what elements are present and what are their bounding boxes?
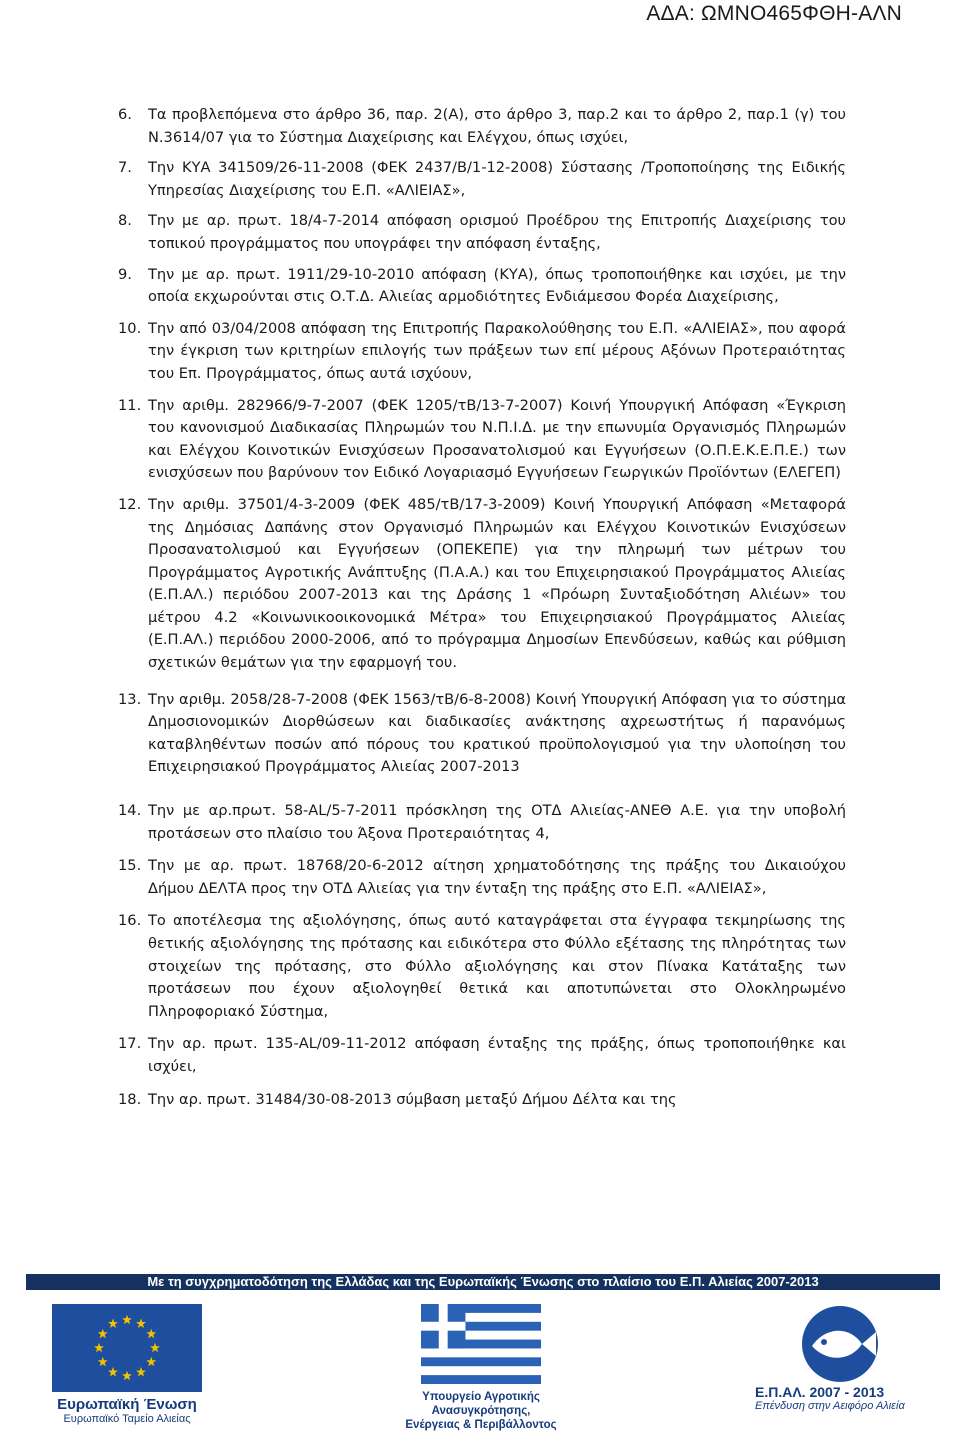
- item-text: Την αριθμ. 2058/28-7-2008 (ΦΕΚ 1563/τΒ/6-8-2008) Κοινή Υπουργική Απόφαση για το σύστημα Δημοσιονομικών Διορθώσεων και διαδικασίες ανάκτησης αχρεωστήτως ή παρανόμως καταβληθέντων ποσών από πόρους του κρατικού προϋπολογισμού για την υλοποίηση του Επιχειρησιακού Προγράμματος Αλιείας 2007-2013: [148, 690, 846, 776]
- list-item: [118, 264, 846, 309]
- item-text: Την με αρ. πρωτ. 18768/20-6-2012 αίτηση χρηματοδότησης της πράξης του Δικαιούχου Δήμου ΔΕΛΤΑ προς την ΟΤΔ Αλιείας για την ένταξη της πράξης στο Ε.Π. «ΑΛΙΕΙΑΣ»,: [148, 857, 846, 897]
- list-item: [118, 494, 846, 675]
- list-item: [118, 318, 846, 386]
- ministry-name-line2: Ενέργειας & Περιβάλλοντος: [405, 1419, 557, 1431]
- list-item: [118, 855, 846, 900]
- item-text: Την με αρ. πρωτ. 18/4-7-2014 απόφαση ορισμού Προέδρου της Επιτροπής Διαχείρισης του τοπικού προγράμματος που υπογράφει την απόφαση ένταξης,: [148, 212, 846, 252]
- item-number: 15.: [118, 857, 142, 875]
- item-number: 17.: [118, 1035, 142, 1053]
- list-item: [118, 395, 846, 485]
- greek-flag-icon: [421, 1304, 541, 1384]
- list-item: [118, 104, 846, 149]
- item-number: 18.: [118, 1090, 142, 1108]
- item-number: 16.: [118, 912, 142, 930]
- item-text: Την αρ. πρωτ. 31484/30-08-2013 σύμβαση μεταξύ Δήμου Δέλτα και της: [148, 1090, 677, 1108]
- item-text: Την με αρ. πρωτ. 1911/29-10-2010 απόφαση (ΚΥΑ), όπως τροποποιήθηκε και ισχύει, με την οποία εκχωρούνται στις Ο.Τ.Δ. Αλιείας αρμοδιότητες Ενδιάμεσου Φορέα Διαχείρισης,: [148, 265, 846, 306]
- epal-subtitle: Επένδυση στην Αειφόρο Αλιεία: [755, 1400, 905, 1412]
- cofunding-banner: Με τη συγχρηματοδότηση της Ελλάδας και της Ευρωπαϊκής Ένωσης στο πλαίσιο του Ε.Π. Αλιείας 2007-2013: [26, 1274, 940, 1290]
- item-text: Την ΚΥΑ 341509/26-11-2008 (ΦΕΚ 2437/Β/1-12-2008) Σύστασης /Τροποποίησης της Ειδικής Υπηρεσίας Διαχείρισης του Ε.Π. «ΑΛΙΕΙΑΣ»,: [148, 159, 846, 199]
- eu-title: Ευρωπαϊκή Ένωση: [57, 1396, 197, 1413]
- list-item: [118, 157, 846, 202]
- item-number: 14.: [118, 802, 142, 820]
- item-text: Τα προβλεπόμενα στο άρθρο 36, παρ. 2(Α), στο άρθρο 3, παρ.2 και το άρθρο 2, παρ.1 (γ) του Ν.3614/07 για το Σύστημα Διαχείρισης και Ελέγχου, όπως ισχύει,: [148, 106, 846, 146]
- item-text: Το αποτέλεσμα της αξιολόγησης, όπως αυτό καταγράφεται στα έγγραφα τεκμηρίωσης της θετικής αξιολόγησης της πρότασης και ειδικότερα στο Φύλλο εξέτασης της πληρότητας των στοιχείων της πρότασης, στο Φύλλο αξιολόγησης και στον Πίνακα Κατάταξης των προτάσεων που έχουν αξιολογηθεί θετικά και αποτυπώνεται στο Ολοκληρωμένο Πληροφοριακό Σύστημα,: [148, 912, 846, 1020]
- list-item: [118, 689, 846, 779]
- item-number: 12.: [118, 495, 142, 513]
- eu-subtitle: Ευρωπαϊκό Ταμείο Αλιείας: [63, 1413, 191, 1425]
- item-text: Την αριθμ. 282966/9-7-2007 (ΦΕΚ 1205/τΒ/13-7-2007) Κοινή Υπουργική Απόφαση «Έγκριση του κανονισμού Διαδικασίας Πληρωμών του Ν.Π.Ι.Δ. με την επωνυμία Οργανισμός Πληρωμών και Ελέγχου Κοινοτικών Ενισχύσεων Προσανατολισμού και Εγγυήσεων (Ο.Π.Ε.Κ.Ε.Π.Ε.) των ενισχύσεων που βαρύνουν τον Ειδικό Λογαριασμό Εγγυήσεων Γεωργικών Προϊόντων (ΕΛΕΓΕΠ): [148, 396, 846, 482]
- item-number: 7.: [118, 159, 132, 177]
- list-item: [118, 210, 846, 255]
- item-number: 11.: [118, 396, 142, 414]
- item-number: 6.: [118, 106, 132, 123]
- ministry-logo: [376, 1304, 586, 1432]
- item-number: 10.: [118, 319, 142, 337]
- list-item: [118, 800, 846, 845]
- item-text: Την από 03/04/2008 απόφαση της Επιτροπής Παρακολούθησης του Ε.Π. «ΑΛΙΕΙΑΣ», που αφορά την έγκριση των κριτηρίων επιλογής των πράξεων των επί μέρους Αξόνων Προτεραιότητας του Επ. Προγράμματος, όπως αυτά ισχύουν,: [148, 319, 846, 382]
- list-item: [118, 1089, 846, 1112]
- item-number: 9.: [118, 265, 132, 283]
- ada-code: ΑΔΑ: ΩΜΝΟ465ΦΘΗ-ΑΛΝ: [646, 2, 902, 25]
- fish-emblem-icon: [790, 1304, 890, 1386]
- list-item: [118, 1033, 846, 1078]
- footer: [0, 1268, 960, 1430]
- item-text: Την αριθμ. 37501/4-3-2009 (ΦΕΚ 485/τΒ/17-3-2009) Κοινή Υπουργική Απόφαση «Μεταφορά της Δημόσιας Δαπάνης στον Οργανισμό Πληρωμών και Ελέγχου Κοινοτικών Ενισχύσεων Προσανατολισμού και Εγγυήσεων (ΟΠΕΚΕΠΕ) για την πληρωμή των μέτρων του Προγράμματος Αγροτικής Ανάπτυξης (Π.Α.Α.) και του Επιχειρησιακού Προγράμματος Αλιείας (Ε.Π.ΑΛ.) περιόδου 2007-2013 και της Δράσης 1 «Πρόωρη Συνταξιοδότηση Αλιέων» του μέτρου 4.2 «Κοινωνικοοικονομικά Μέτρα» του Επιχειρησιακού Προγράμματος Αλιείας (Ε.Π.ΑΛ.) περιόδου 2000-2006, από το πρόγραμμα Δημοσίων Επενδύσεων, καθώς και ρύθμιση σχετικών θεμάτων για την εφαρμογή του.: [148, 495, 846, 672]
- list-item: [118, 910, 846, 1023]
- item-text: Την αρ. πρωτ. 135-AL/09-11-2012 απόφαση ένταξης της πράξης, όπως τροποποιήθηκε και ισχύει,: [148, 1035, 846, 1075]
- ministry-name-line1: Υπουργείο Αγροτικής Ανασυγκρότησης,: [422, 1391, 540, 1417]
- epal-title: Ε.Π.ΑΛ. 2007 - 2013: [755, 1384, 885, 1400]
- item-number: 13.: [118, 690, 142, 708]
- epal-logo: [755, 1304, 925, 1412]
- eu-logo: [52, 1304, 202, 1425]
- item-text: Την με αρ.πρωτ. 58-AL/5-7-2011 πρόσκληση της ΟΤΔ Αλιείας-ΑΝΕΘ Α.Ε. για την υποβολή προτάσεων στο πλαίσιο του Άξονα Προτεραιότητας 4,: [148, 802, 846, 842]
- document-body: [118, 104, 846, 1111]
- item-number: 8.: [118, 212, 132, 230]
- eu-flag-icon: [52, 1304, 202, 1392]
